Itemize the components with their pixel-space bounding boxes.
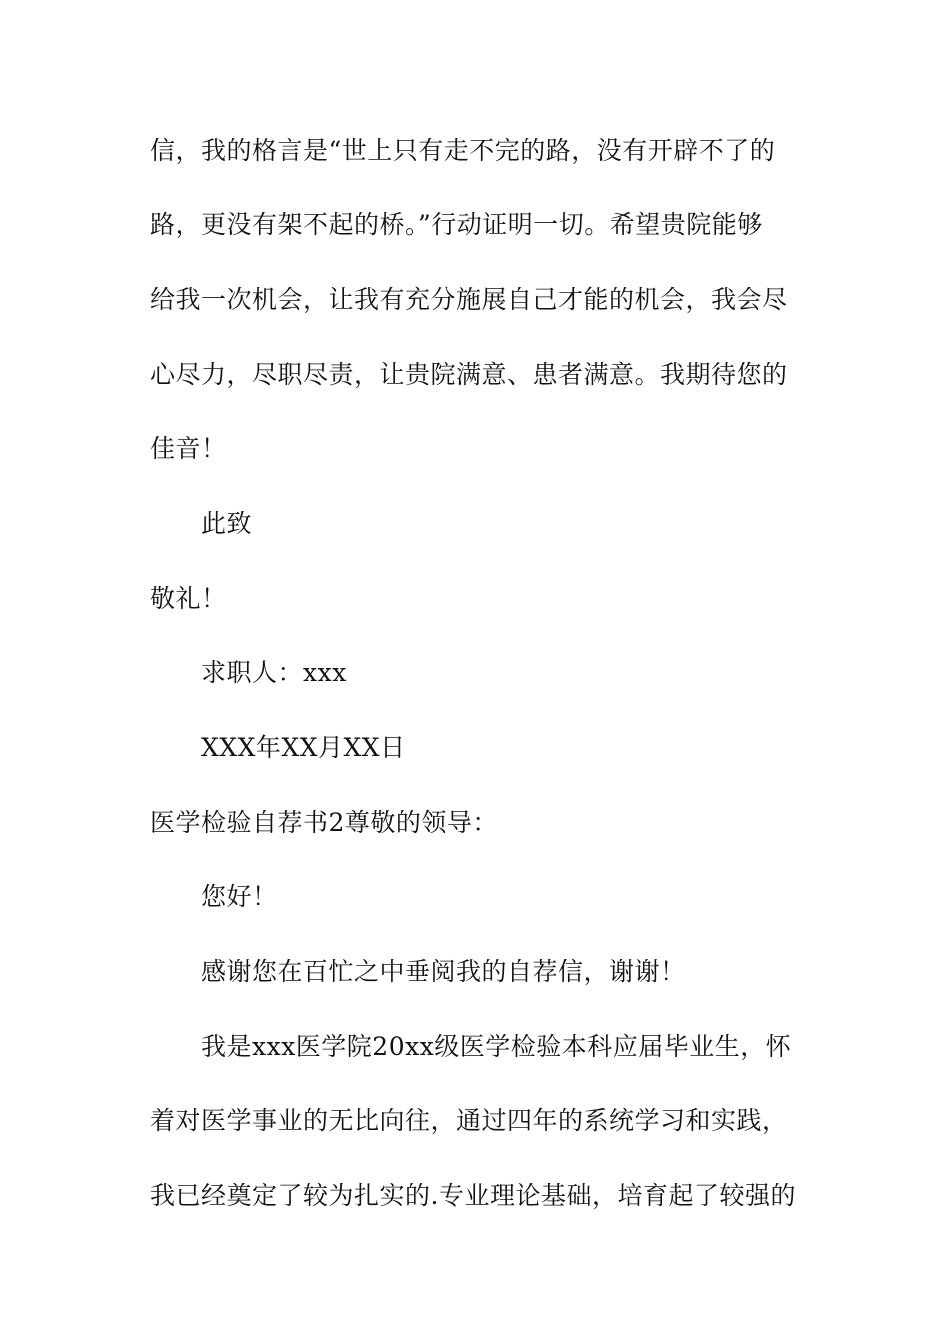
paragraph-line: 着对医学事业的无比向往，通过四年的系统学习和实践，	[150, 1106, 788, 1135]
paragraph-line: 佳音！	[150, 434, 227, 463]
paragraph-line: 给我一次机会，让我有充分施展自己才能的机会，我会尽	[150, 285, 788, 314]
paragraph-line: 信，我的格言是“世上只有走不完的路，没有开辟不了的	[150, 136, 776, 165]
paragraph-line: 我已经奠定了较为扎实的.专业理论基础，培育起了较强的	[150, 1181, 796, 1210]
closing-phrase: 此致	[201, 509, 253, 538]
paragraph-line: 感谢您在百忙之中垂阅我的自荐信，谢谢！	[201, 957, 686, 986]
date-line: XXX年XX月XX日	[201, 733, 406, 762]
section-heading: 医学检验自荐书2尊敬的领导：	[150, 808, 498, 837]
paragraph-line: 心尽力，尽职尽责，让贵院满意、患者满意。我期待您的	[150, 360, 788, 389]
greeting-line: 您好！	[201, 882, 278, 911]
paragraph-line: 路，更没有架不起的桥。”行动证明一切。希望贵院能够	[150, 210, 763, 239]
signature-line: 求职人：xxx	[201, 658, 347, 687]
salutation-closing: 敬礼！	[150, 584, 227, 613]
paragraph-line: 我是xxx医学院20xx级医学检验本科应届毕业生，怀	[201, 1032, 792, 1061]
